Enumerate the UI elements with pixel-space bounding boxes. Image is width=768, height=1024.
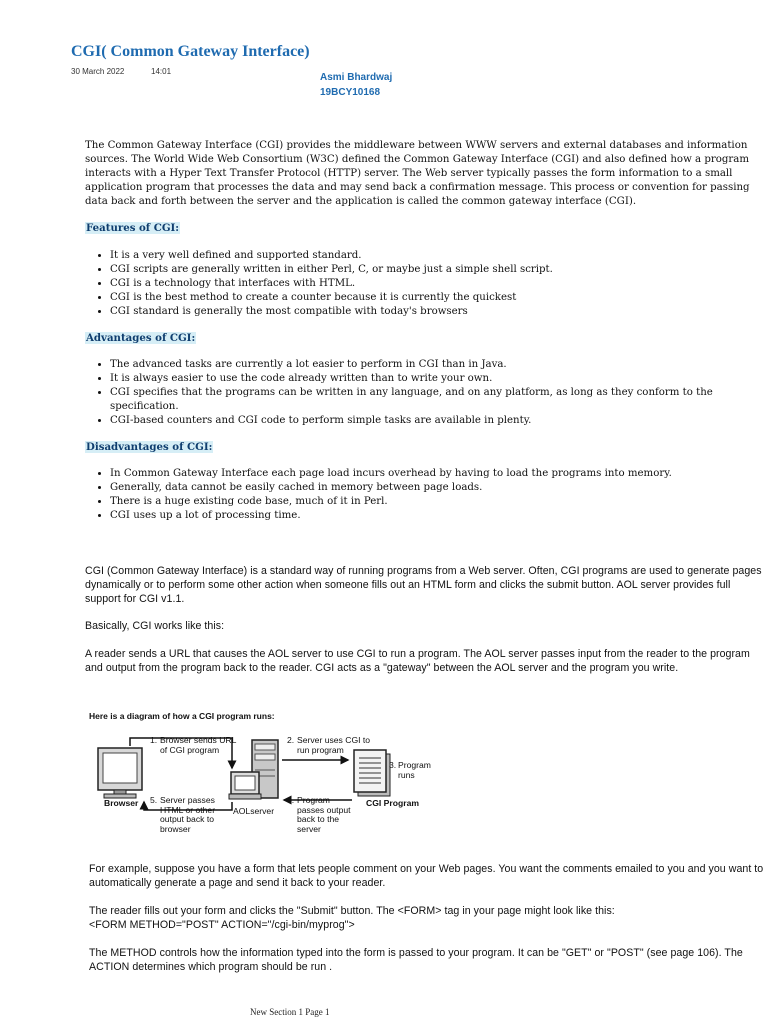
list-item: • CGI scripts are generally written in either Perl, C, or maybe just a simple shell script. bbox=[110, 263, 768, 277]
list-item: • CGI uses up a lot of processing time. bbox=[110, 509, 768, 523]
list-item: • Generally, data cannot be easily cached in memory between page loads. bbox=[110, 481, 768, 495]
browser-monitor-icon bbox=[98, 748, 142, 798]
list-item: • In Common Gateway Interface each page load incurs overhead by having to load the programs into memory. bbox=[110, 467, 768, 481]
step-5-label: Server passes HTML or other output back to browser bbox=[160, 795, 216, 834]
disadvantages-heading: Disadvantages of CGI: bbox=[86, 441, 213, 453]
list-item: • It is a very well defined and supported standard. bbox=[110, 249, 768, 263]
author-name: Asmi Bhardwaj bbox=[320, 72, 393, 83]
cgi-definition-paragraph: CGI (Common Gateway Interface) is a standard way of running programs from a Web server. Often, CGI programs are used to generate pages dynamically or to perform some other action when someone fills out an HTML form and clicks the submit button. AOL server provides full support for CGI v1.1. bbox=[85, 565, 762, 606]
example-paragraph: For example, suppose you have a form that lets people comment on your Web pages. You want the comments emailed to you and you want to automatically generate a page and send it back to your reader. bbox=[89, 863, 764, 890]
list-item: • The advanced tasks are currently a lot easier to perform in CGI than in Java. bbox=[110, 358, 768, 372]
list-item: • It is always easier to use the code already written than to write your own. bbox=[110, 372, 768, 386]
browser-label: Browser bbox=[104, 798, 139, 808]
cgi-program-label: CGI Program bbox=[366, 798, 420, 808]
cgi-diagram-graphic bbox=[92, 730, 432, 842]
features-heading: Features of CGI: bbox=[86, 222, 180, 234]
step-4-number: 4. bbox=[287, 795, 295, 805]
list-item: • CGI-based counters and CGI code to perform simple tasks are available in plenty. bbox=[110, 414, 768, 428]
list-item: • CGI specifies that the programs can be written in any language, and on any platform, as long as they conform to the specification. bbox=[110, 386, 768, 414]
step-1-label: Browser sends URL of CGI program bbox=[160, 735, 237, 755]
form-tag-code: <FORM METHOD="POST" ACTION="/cgi-bin/myprog"> bbox=[89, 919, 355, 931]
cgi-flow-paragraph: A reader sends a URL that causes the AOL server to use CGI to run a program. The AOL server passes input from the reader to the program and output from the program back to the reader. CGI acts as a "gateway" between the AOL server and the program you write. bbox=[85, 648, 750, 675]
step-2-number: 2. bbox=[287, 735, 295, 745]
aolserver-label: AOLserver bbox=[233, 806, 275, 816]
step-2-label: Server uses CGI to run program bbox=[297, 735, 371, 755]
form-paragraph: The reader fills out your form and clicks the "Submit" button. The <FORM> tag in your page might look like this: bbox=[89, 905, 615, 917]
page-title: CGI( Common Gateway Interface) bbox=[71, 43, 310, 60]
features-list bbox=[85, 249, 768, 319]
step-5-number: 5. bbox=[150, 795, 158, 805]
list-item: • CGI standard is generally the most compatible with today's browsers bbox=[110, 305, 768, 319]
list-item: • CGI is a technology that interfaces with HTML. bbox=[110, 277, 768, 291]
page-footer: New Section 1 Page 1 bbox=[250, 1007, 330, 1017]
cgi-program-icon bbox=[354, 750, 390, 796]
step-3-number: 3. bbox=[389, 760, 397, 770]
step-4-label: Program passes output back to the server bbox=[297, 795, 351, 834]
step-1-number: 1. bbox=[150, 735, 158, 745]
cgi-diagram bbox=[92, 730, 432, 842]
intro-paragraph: The Common Gateway Interface (CGI) provides the middleware between WWW servers and external databases and information sources. The World Wide Web Consortium (W3C) defined the Common Gateway Interface (CGI) and also defined how a program interacts with a Hyper Text Transfer Protocol (HTTP) server. The Web server typically passes the form information to a small application program that processes the data and may send back a confirmation message. This process or convention for passing data back and forth between the server and the application is called the common gateway interface (CGI). bbox=[85, 140, 750, 207]
diagram-caption: Here is a diagram of how a CGI program runs: bbox=[89, 711, 275, 721]
list-item: • There is a huge existing code base, much of it in Perl. bbox=[110, 495, 768, 509]
list-item: • CGI is the best method to create a counter because it is currently the quickest bbox=[110, 291, 768, 305]
cgi-works-paragraph: Basically, CGI works like this: bbox=[85, 620, 225, 632]
method-paragraph: The METHOD controls how the information typed into the form is passed to your program. It can be "GET" or "POST" (see page 106). The ACTION determines which program should be run . bbox=[89, 947, 743, 974]
note-date: 30 March 2022 bbox=[71, 67, 125, 76]
step-3-label: Program runs bbox=[398, 760, 431, 780]
author-id: 19BCY10168 bbox=[320, 87, 381, 98]
advantages-list bbox=[85, 358, 768, 428]
note-time: 14:01 bbox=[151, 67, 172, 76]
disadvantages-list bbox=[85, 467, 768, 523]
advantages-heading: Advantages of CGI: bbox=[86, 332, 196, 344]
